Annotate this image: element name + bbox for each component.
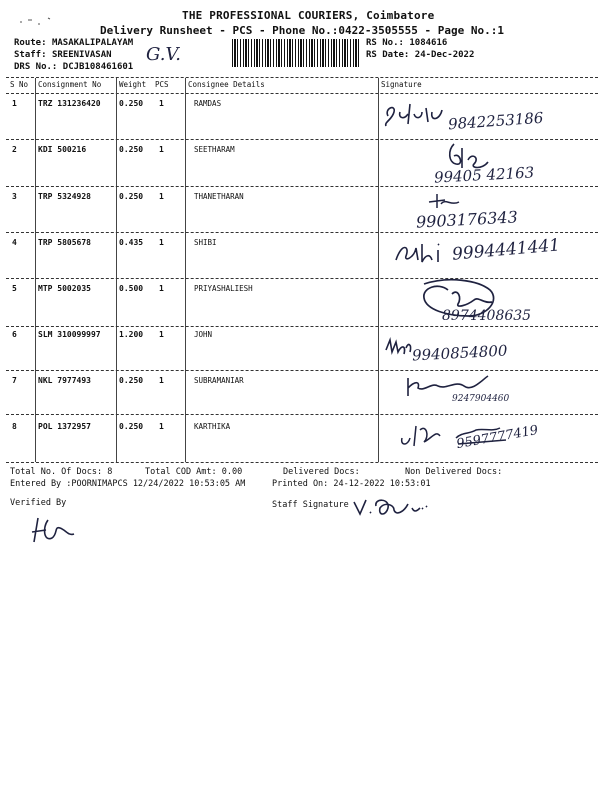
row-pcs: 1 (159, 284, 164, 293)
row-consignment: TRP 5805678 (38, 238, 91, 247)
row-sno: 7 (12, 376, 17, 385)
row-separator (6, 139, 598, 140)
row-sno: 6 (12, 330, 17, 339)
signature-scribble (425, 190, 465, 212)
route-label: Route: (14, 38, 47, 48)
row-handwritten-phone: 9842253186 (447, 108, 544, 134)
row-consignment: MTP 5002035 (38, 284, 91, 293)
verified-signature (28, 514, 78, 546)
row-consignee: RAMDAS (194, 99, 222, 108)
col-header-consignment: Consignment No (38, 80, 102, 89)
row-consignee: THANETHARAN (194, 192, 244, 201)
row-pcs: 1 (159, 145, 164, 154)
row-pcs: 1 (159, 238, 164, 247)
row-consignment: NKL 7977493 (38, 376, 91, 385)
col-header-signature: Signature (381, 80, 422, 89)
row-weight: 0.250 (119, 192, 144, 201)
row-weight: 0.250 (119, 99, 144, 108)
signature-scribble (392, 236, 452, 266)
rs-date-label: RS Date: (366, 50, 410, 60)
non-delivered-docs: Non Delivered Docs: (405, 467, 503, 477)
entered-by: Entered By :POORNIMAPCS 12/24/2022 10:53:05 AM (10, 479, 246, 489)
row-sno: 1 (12, 99, 17, 108)
row-separator (6, 326, 598, 327)
row-handwritten-phone: 9903176343 (415, 207, 519, 232)
row-weight: 0.500 (119, 284, 144, 293)
rs-date-value: 24-Dec-2022 (414, 50, 475, 60)
total-docs: Total No. Of Docs: 8 (10, 467, 113, 477)
column-divider (35, 78, 36, 462)
route-value: MASAKALIPALAYAM (51, 38, 134, 48)
row-pcs: 1 (159, 376, 164, 385)
rs-no-field (366, 38, 447, 48)
barcode (232, 39, 360, 67)
row-handwritten-phone: 9940854800 (411, 341, 508, 365)
row-weight: 0.250 (119, 422, 144, 431)
row-pcs: 1 (159, 99, 164, 108)
row-consignment: POL 1372957 (38, 422, 91, 431)
row-sno: 4 (12, 238, 17, 247)
signature-scribble (396, 418, 526, 452)
staff-value: SREENIVASAN (51, 50, 112, 60)
row-sno: 2 (12, 145, 17, 154)
row-weight: 0.435 (119, 238, 144, 247)
row-consignment: TRZ 131236420 (38, 99, 101, 108)
signature-scribble (382, 334, 414, 360)
row-pcs: 1 (159, 192, 164, 201)
handwritten-initials: G.V. (146, 44, 182, 65)
row-sno: 3 (12, 192, 17, 201)
row-separator (6, 370, 598, 371)
row-consignee: PRIYASHALIESH (194, 284, 253, 293)
signature-scribble (402, 370, 494, 400)
column-divider (185, 78, 186, 462)
rs-date-field (366, 50, 474, 60)
row-consignee: SEETHARAM (194, 145, 235, 154)
row-weight: 1.200 (119, 330, 144, 339)
rs-no-label: RS No.: (366, 38, 404, 48)
column-divider (378, 78, 379, 462)
staff-signature (350, 494, 430, 520)
row-separator (6, 232, 598, 233)
row-consignee: JOHN (194, 330, 213, 339)
staff-signature-label: Staff Signature (272, 500, 349, 510)
signature-scribble (418, 276, 508, 322)
col-header-consignee: Consignee Details (188, 80, 265, 89)
staff-field (14, 50, 112, 60)
row-consignment: KDI 500216 (38, 145, 87, 154)
signature-scribble (382, 98, 452, 128)
row-consignee: KARTHIKA (194, 422, 231, 431)
row-weight: 0.250 (119, 376, 144, 385)
row-separator (6, 414, 598, 415)
row-pcs: 1 (159, 330, 164, 339)
row-handwritten-phone: 8974408635 (442, 308, 532, 324)
row-handwritten-phone: 99405 42163 (433, 163, 535, 187)
staff-label: Staff: (14, 50, 47, 60)
row-consignee: SHIBI (194, 238, 217, 247)
row-weight: 0.250 (119, 145, 144, 154)
col-header-weight: Weight (119, 80, 147, 89)
verified-by-label: Verified By (10, 498, 67, 508)
total-cod: Total COD Amt: 0.00 (145, 467, 243, 477)
row-consignee: SUBRAMANIAR (194, 376, 244, 385)
row-sno: 8 (12, 422, 17, 431)
col-header-sno: S No (10, 80, 29, 89)
col-header-pcs: PCS (155, 80, 169, 89)
company-title: THE PROFESSIONAL COURIERS, Coimbatore (182, 9, 435, 22)
signature-scribble (440, 140, 500, 172)
drs-value: DCJB108461601 (62, 62, 134, 72)
table-header-rule (6, 93, 598, 94)
table-bottom-rule (6, 462, 598, 463)
row-handwritten-phone: 9994441441 (451, 235, 561, 265)
rs-no-value: 1084616 (409, 38, 448, 48)
delivered-docs: Delivered Docs: (283, 467, 360, 477)
drs-field (14, 62, 133, 72)
drs-label: DRS No.: (14, 62, 58, 72)
row-pcs: 1 (159, 422, 164, 431)
row-separator (6, 278, 598, 279)
row-sno: 5 (12, 284, 17, 293)
row-consignment: TRP 5324928 (38, 192, 91, 201)
scan-speck (18, 14, 58, 28)
runsheet-subtitle: Delivery Runsheet - PCS - Phone No.:0422-3505555 - Page No.:1 (100, 24, 504, 37)
row-handwritten-phone: 9247904460 (452, 394, 510, 404)
column-divider (116, 78, 117, 462)
row-consignment: SLM 310099997 (38, 330, 101, 339)
row-handwritten-phone: 9597777419 (455, 422, 540, 453)
table-top-rule (6, 77, 598, 78)
route-field (14, 38, 133, 48)
printed-on: Printed On: 24-12-2022 10:53:01 (272, 479, 431, 489)
row-separator (6, 186, 598, 187)
